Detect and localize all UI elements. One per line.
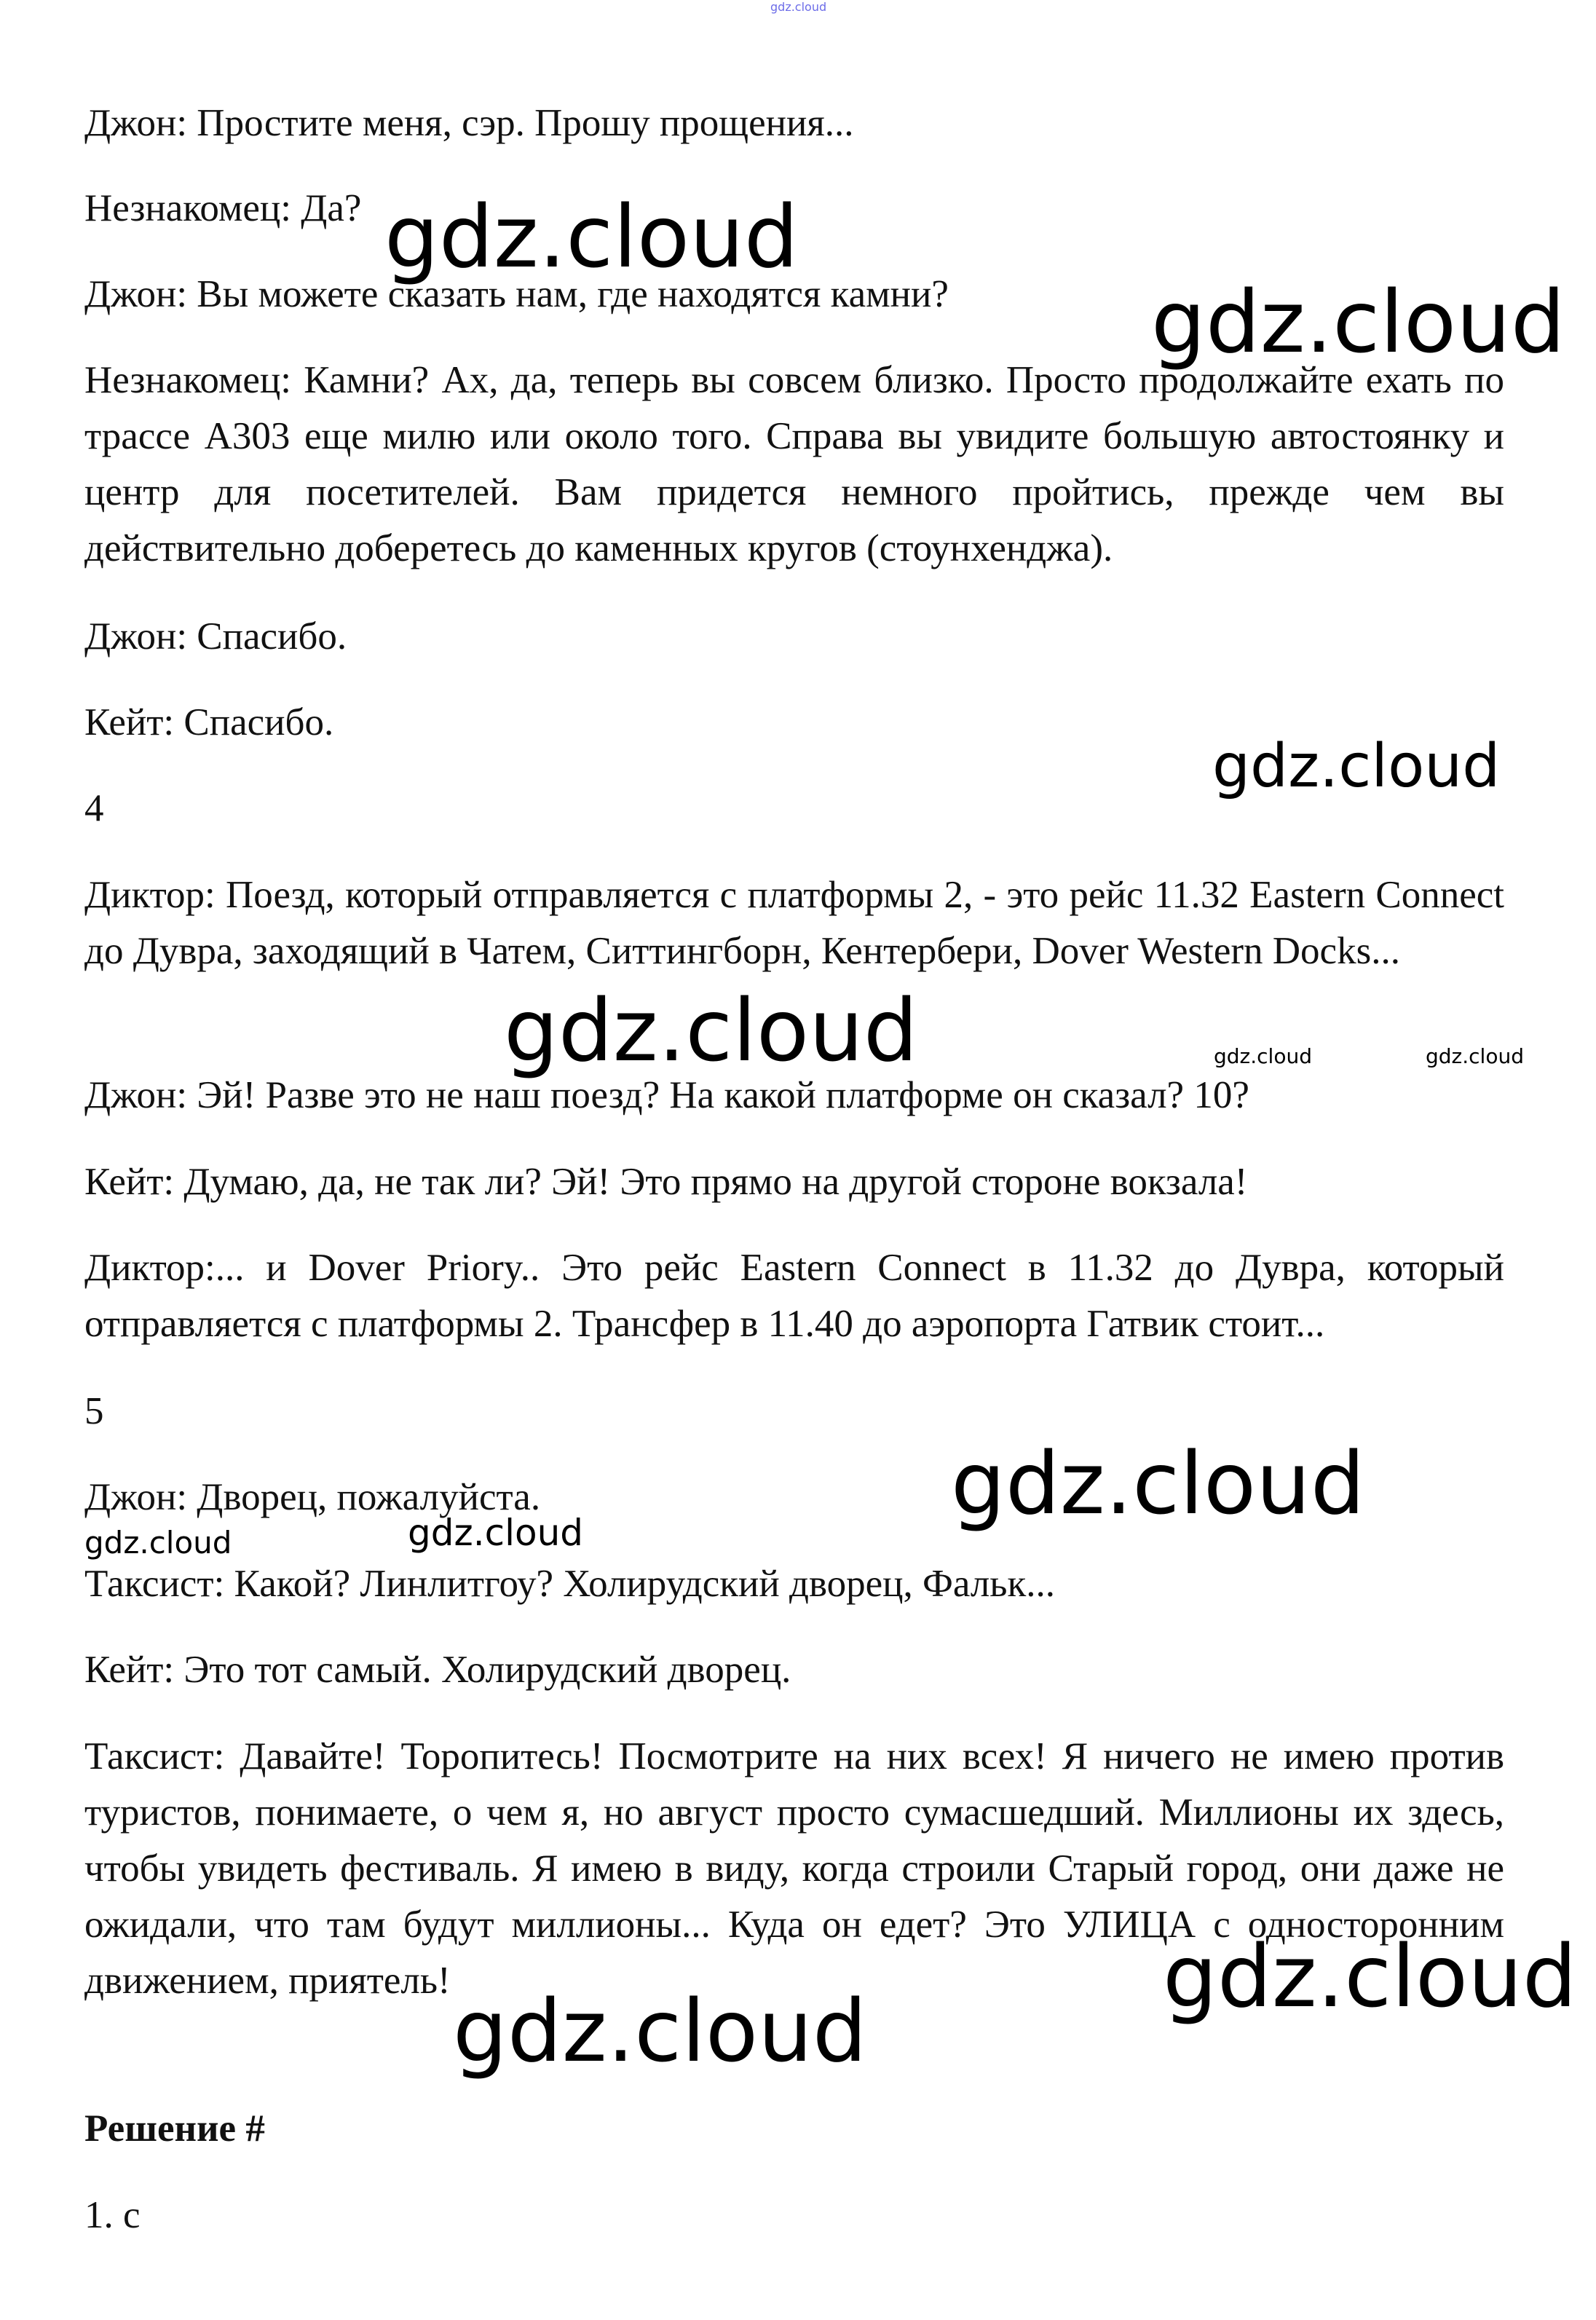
header-watermark: gdz.cloud (770, 0, 827, 14)
section-number: 5 (84, 1390, 104, 1432)
dialogue-line: Кейт: Это тот самый. Холирудский дворец. (84, 1649, 791, 1691)
watermark: gdz.cloud (1163, 1926, 1577, 2027)
dialogue-line: Джон: Эй! Разве это не наш поезд? На какой платформе он сказал? 10? (84, 1074, 1249, 1116)
dialogue-line: Джон: Дворец, пожалуйста. (84, 1476, 541, 1518)
watermark: gdz.cloud (1151, 272, 1565, 372)
dialogue-line: Кейт: Спасибо. (84, 701, 334, 743)
dialogue-line: Незнакомец: Камни? Ах, да, теперь вы совсем близко. Просто продолжайте ехать по трассе А303 еще милю или около того. Справа вы увидите большую автостоянку и центр для посетителей. Вам придется немного пройтись, прежде чем вы действительно доберетесь до каменных кругов (стоунхенджа). (84, 359, 1504, 569)
answer-line: 1. c (84, 2194, 141, 2236)
watermark: gdz.cloud (453, 1981, 867, 2081)
dialogue-line: Диктор:... и Dover Priory.. Это рейс Eastern Connect в 11.32 до Дувра, который отправляется с платформы 2. Трансфер в 11.40 до аэропорта Гатвик стоит... (84, 1247, 1504, 1345)
watermark: gdz.cloud (1214, 1044, 1312, 1068)
section-number: 4 (84, 787, 104, 829)
dialogue-line: Джон: Вы можете сказать нам, где находятся камни? (84, 273, 949, 315)
dialogue-line: Незнакомец: Да? (84, 187, 362, 229)
watermark: gdz.cloud (504, 980, 918, 1081)
dialogue-line: Джон: Спасибо. (84, 615, 347, 658)
dialogue-line: Кейт: Думаю, да, не так ли? Эй! Это прямо на другой стороне вокзала! (84, 1161, 1248, 1203)
dialogue-line: Таксист: Какой? Линлитгоу? Холирудский дворец, Фальк... (84, 1563, 1055, 1605)
watermark: gdz.cloud (1212, 732, 1501, 801)
dialogue-line: Диктор: Поезд, который отправляется с платформы 2, - это рейс 11.32 Eastern Connect до Дувра, заходящий в Чатем, Ситтингборн, Кентербери, Dover Western Docks... (84, 874, 1504, 972)
watermark: gdz.cloud (84, 1525, 232, 1561)
watermark: gdz.cloud (951, 1433, 1365, 1534)
dialogue-line: Джон: Простите меня, сэр. Прошу прощения... (84, 102, 854, 144)
solution-heading: Решение # (84, 2107, 265, 2150)
dialogue-line: Таксист: Давайте! Торопитесь! Посмотрите на них всех! Я ничего не имею против туристов, понимаете, о чем я, но август просто сумасшедший. Миллионы их здесь, чтобы увидеть фестиваль. Я имею в виду, когда строили Старый город, они даже не ожидали, что там будут миллионы... Куда он едет? Это УЛИЦА с односторонним движением, приятель! (84, 1735, 1504, 2002)
watermark: gdz.cloud (384, 186, 799, 287)
watermark: gdz.cloud (1426, 1044, 1524, 1068)
watermark: gdz.cloud (408, 1512, 584, 1554)
